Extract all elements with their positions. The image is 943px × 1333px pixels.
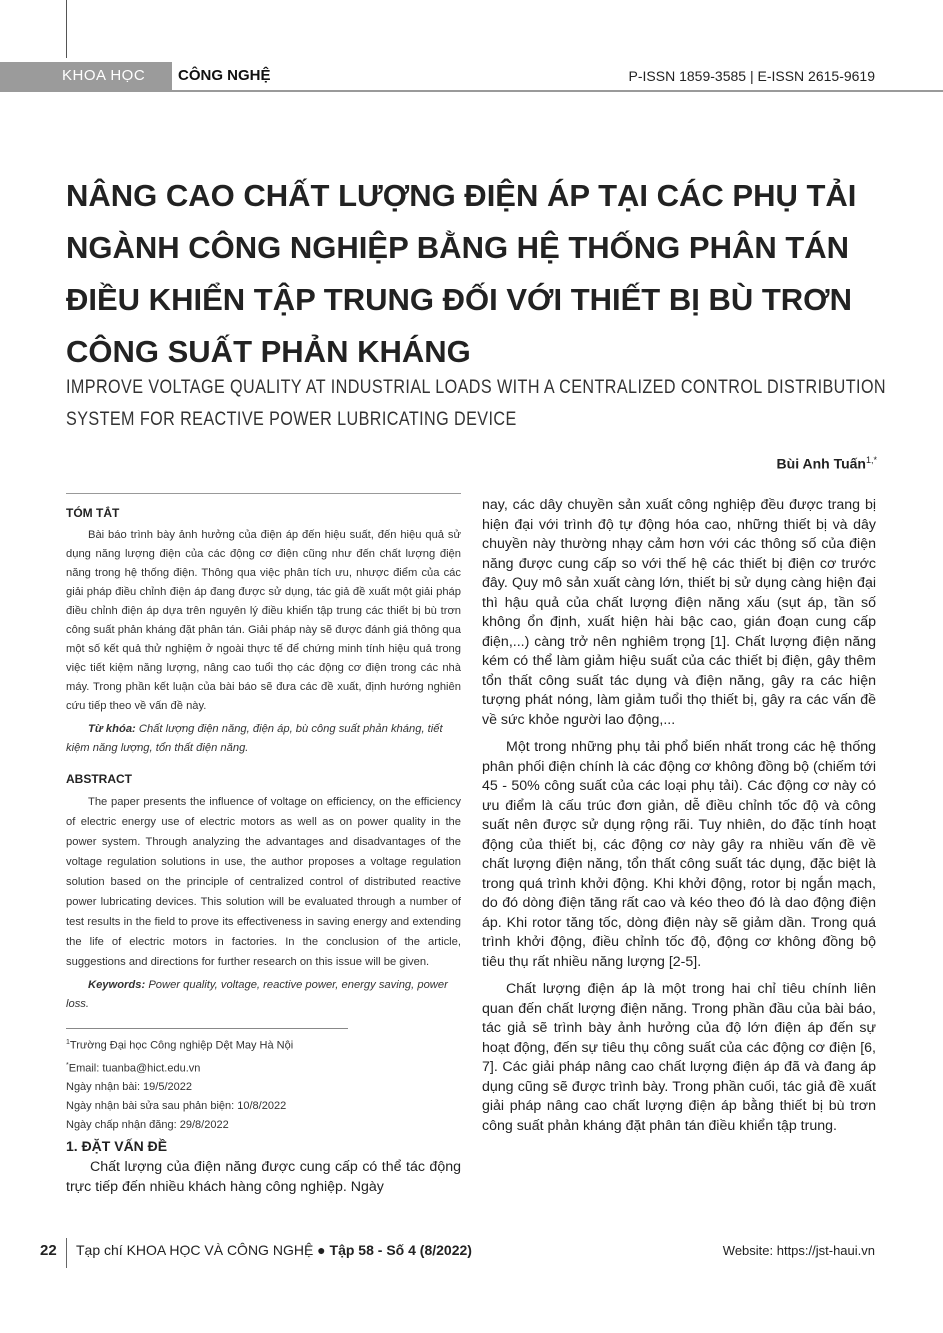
footnote-rule bbox=[66, 1028, 348, 1029]
footer-rule bbox=[66, 1238, 67, 1268]
header-issn: P-ISSN 1859-3585 | E-ISSN 2615-9619 bbox=[628, 68, 875, 84]
title-line: ĐIỀU KHIỂN TẬP TRUNG ĐỐI VỚI THIẾT BỊ BÙ TRƠN bbox=[66, 282, 853, 317]
section-1-heading: 1. ĐẶT VẤN ĐỀ bbox=[66, 1138, 168, 1154]
abstract-keywords bbox=[66, 976, 461, 1014]
footnote-sup: * bbox=[66, 1061, 69, 1069]
article-title-vi bbox=[66, 170, 886, 378]
subtitle-line: SYSTEM FOR REACTIVE POWER LUBRICATING DEVICE bbox=[66, 409, 517, 430]
section-1 bbox=[66, 1138, 461, 1197]
running-header bbox=[0, 62, 943, 92]
footnote-email bbox=[66, 1056, 461, 1079]
right-column bbox=[482, 496, 876, 1144]
affiliation-text: Trường Đại học Công nghiệp Dệt May Hà Nội bbox=[69, 1039, 294, 1052]
footnote-received: Ngày nhận bài: 19/5/2022 bbox=[66, 1081, 192, 1094]
author bbox=[777, 455, 877, 472]
summary-heading: TÓM TẮT bbox=[66, 506, 120, 520]
header-category-light: KHOA HỌC bbox=[62, 67, 146, 84]
footer-journal bbox=[76, 1242, 472, 1258]
keywords-label: Keywords: bbox=[88, 979, 146, 991]
page-number: 22 bbox=[40, 1242, 57, 1259]
footer-bullet: ● bbox=[317, 1242, 326, 1258]
left-column bbox=[66, 493, 461, 1135]
author-name: Bùi Anh Tuấn bbox=[776, 455, 866, 472]
top-vertical-rule bbox=[66, 0, 67, 58]
section-1-paragraph: Chất lượng của điện năng được cung cấp có thể tác động trực tiếp đến nhiều khách hàng công nghiệp. Ngày bbox=[66, 1159, 461, 1195]
title-line: CÔNG SUẤT PHẢN KHÁNG bbox=[66, 334, 471, 369]
subtitle-line: IMPROVE VOLTAGE QUALITY AT INDUSTRIAL LOADS WITH A CENTRALIZED CONTROL DISTRIBUTION bbox=[66, 377, 886, 398]
email-text: Email: tuanba@hict.edu.vn bbox=[68, 1062, 201, 1075]
abstract-heading: ABSTRACT bbox=[66, 772, 132, 786]
body-paragraph: Một trong những phụ tải phổ biến nhất trong các hệ thống phân phối điện chính là các động cơ không đồng bộ (chiếm tới 45 - 50% công suất của các loại phụ tải). Các động cơ này có ưu điểm là cấu trúc đơn giản, dễ điều chỉnh tốc độ và công suất nên được sử dụng rộng rãi. Tuy nhiên, do đặc tính hoạt động của thiết bị, các động cơ này gây ra nhiều vấn đề về chất lượng điện năng, tổn thất công suất tác dụng, đặc biệt là trong quá trình khởi động. Khi khởi động, rotor bị ngắn mạch, do đó dòng điện tăng rất cao và kéo theo đó là dao động điện áp. Khi rotor tăng tốc, dòng điện này sẽ giảm dần. Trong quá trình khởi động, điều chỉnh tốc độ, động cơ không đồng bộ tiêu thụ rất nhiều năng lượng [2-5]. bbox=[482, 739, 876, 970]
footer-website[interactable]: Website: https://jst-haui.vn bbox=[722, 1243, 875, 1258]
body-paragraph: nay, các dây chuyền sản xuất công nghiệp đều được trang bị hiện đại với trình độ tự động hóa cao, những thiết bị và dây chuyền này thường nhạy cảm hơn với các thông số của điện năng được cung cấp so với thế hệ các thiết bị điện cơ trước đây. Quy mô sản xuất càng lớn, thiết bị sử dụng càng hiện đại thì hậu quả của chất lượng điện năng xấu (sụt áp, tần số không ổn định, xuất hiện hài bậc cao, gián đoạn cung cấp điện,...) càng trở nên nghiêm trọng [1]. Chất lượng điện năng kém có thể làm giảm hiệu suất của các thiết bị điện, gây thêm tổn thất công suất tác dụng và điện năng, gây ra các hiện tượng phát nóng, làm giảm tuổi thọ thiết bị, gây ra các vấn đề về sức khỏe người lao động,... bbox=[482, 497, 876, 728]
keywords-text: Chất lượng điện năng, điện áp, bù công suất phản kháng, tiết kiệm năng lượng, tổn thất điện năng. bbox=[66, 723, 443, 754]
journal-issue: Tập 58 - Số 4 (8/2022) bbox=[329, 1242, 472, 1258]
keywords-text: Power quality, voltage, reactive power, energy saving, power loss. bbox=[66, 979, 448, 1010]
footnote-affiliation bbox=[66, 1033, 461, 1056]
keywords-label: Từ khóa: bbox=[88, 723, 136, 735]
footnote-sup: 1 bbox=[66, 1039, 70, 1046]
author-sup: 1,* bbox=[865, 455, 877, 465]
body-paragraph: Chất lượng điện áp là một trong hai chỉ tiêu chính liên quan đến chất lượng điện năng. Trong phần đầu của bài báo, tác giả sẽ trình bày ảnh hưởng của độ lớn điện áp đến sự hoạt động, đến sự tiêu thụ công suất của các động cơ điện [6, 7]. Các giải pháp nâng cao chất lượng điện áp đã và đang áp dụng cũng sẽ được trình bày. Trong phần cuối, tác giả đề xuất giải pháp nâng cao chất lượng điện áp bằng thiết bị bù trơn công suất phản kháng đặt phân tán điều khiển tập trung. bbox=[482, 981, 876, 1134]
title-line: NGÀNH CÔNG NGHIỆP BẰNG HỆ THỐNG PHÂN TÁN bbox=[66, 230, 850, 265]
journal-name: Tạp chí KHOA HỌC VÀ CÔNG NGHỆ bbox=[76, 1242, 314, 1258]
article-title-en bbox=[66, 372, 886, 436]
abstract-text: The paper presents the influence of voltage on efficiency, on the efficiency of electric energy use of electric motors as well as on power quality in the power system. Through analyzing the advantages and disadvantages of the voltage regulation solutions in use, the author proposes a voltage regulation solution based on the principle of centralized control of distributed reactive power lubricating devices. This solution will be evaluated through a number of test results in the field to prove its effectiveness in saving energy and extending the life of electric motors in factories. In the conclusion of the article, suggestions and directions for further research on this issue will be given. bbox=[66, 796, 461, 968]
summary-text: Bài báo trình bày ảnh hưởng của điện áp đến hiệu suất, đến hiệu quả sử dụng năng lượng điện của các động cơ điện cũng như đến chất lượng điện năng trong hệ thống điện. Thông qua việc phân tích ưu, nhược điểm của các giải pháp điều chỉnh điện áp đang được sử dụng, tác giả đề xuất một giải pháp điều chỉnh điện áp dựa trên nguyên lý điều khiển tập trung các thiết bị bù trơn công suất phản kháng đặt phân tán. Giải pháp này sẽ được đánh giá thông qua một số kết quả thử nghiệm ở ngoài thực tế để chứng minh tính hiệu quả trong việc tiết kiệm năng lượng, nâng cao tuổi thọ các động cơ điện trong các nhà máy. Trong phần kết luận của bài báo sẽ đưa các đề xuất, định hướng nghiên cứu tiếp theo về vấn đề này. bbox=[66, 529, 461, 712]
header-category-bold: CÔNG NGHỆ bbox=[178, 67, 271, 84]
footnote-revised: Ngày nhận bài sửa sau phản biện: 10/8/2022 bbox=[66, 1100, 287, 1113]
footnote-accepted: Ngày chấp nhận đăng: 29/8/2022 bbox=[66, 1119, 229, 1132]
summary-keywords bbox=[66, 720, 461, 758]
title-line: NÂNG CAO CHẤT LƯỢNG ĐIỆN ÁP TẠI CÁC PHỤ TẢI bbox=[66, 178, 857, 213]
